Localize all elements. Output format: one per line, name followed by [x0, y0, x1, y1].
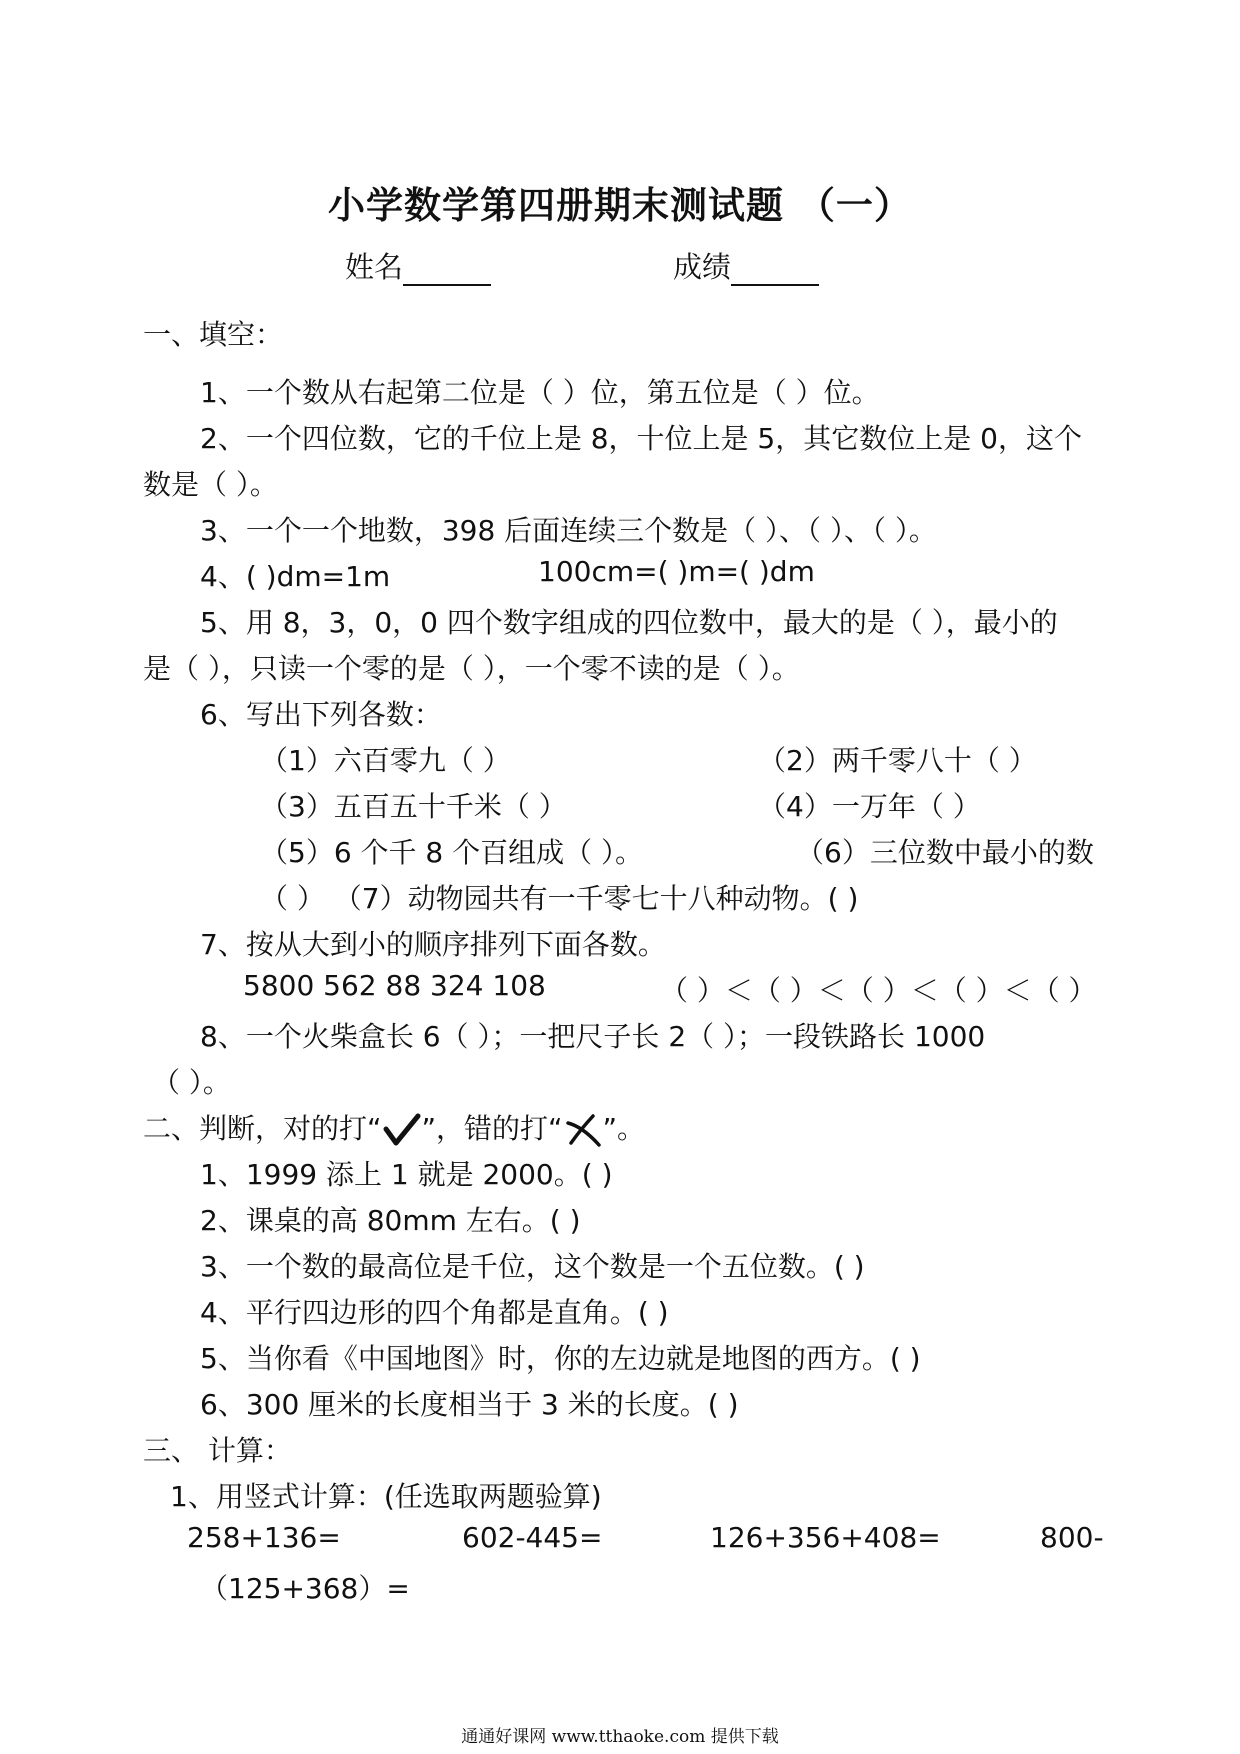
name-field	[345, 245, 491, 286]
q1-line-2a: 2、一个四位数，它的千位上是 8，十位上是 5，其它数位上是 0，这个	[200, 422, 1082, 455]
q1-line-8b: （ ）。	[152, 1066, 231, 1099]
q1-6-item-7: （ ） （7）动物园共有一千零七十八种动物。( )	[260, 882, 859, 915]
score-field	[673, 245, 819, 286]
calc-4-continued: （125+368）=	[200, 1572, 410, 1605]
calc-2: 602-445=	[462, 1521, 603, 1554]
section-2-heading-a: 二、判断，对的打“	[143, 1112, 382, 1145]
name-score-row	[345, 245, 925, 289]
score-label: 成绩	[673, 250, 732, 284]
q1-6-item-2: （2）两千零八十（ ）	[758, 744, 1037, 777]
q1-6-item-5: （5）6 个千 8 个百组成（ ）。	[260, 836, 644, 869]
q1-line-6: 6、写出下列各数：	[200, 698, 442, 731]
score-blank[interactable]	[731, 254, 819, 286]
q1-line-1: 1、一个数从右起第二位是（ ）位，第五位是（ ）位。	[200, 376, 880, 409]
q2-line-4: 4、平行四边形的四个角都是直角。( )	[200, 1296, 669, 1329]
cross-mark-icon	[563, 1113, 603, 1147]
q2-line-6: 6、300 厘米的长度相当于 3 米的长度。( )	[200, 1388, 739, 1421]
q1-line-4a: 4、( )dm=1m	[200, 560, 391, 593]
q1-line-5b: 是（ ），只读一个零的是（ ），一个零不读的是（ ）。	[143, 652, 800, 685]
q1-line-2b: 数是（ ）。	[143, 468, 278, 501]
section-3-heading: 三、 计算：	[143, 1434, 292, 1467]
q1-6-item-4: （4）一万年（ ）	[758, 790, 981, 823]
q1-7-numbers: 5800 562 88 324 108	[243, 969, 546, 1002]
footer-credit: 通通好课网 www.tthaoke.com 提供下载	[461, 1727, 779, 1747]
q1-6-item-1: （1）六百零九（ ）	[260, 744, 511, 777]
calc-1: 258+136=	[187, 1521, 341, 1554]
section-2-heading-c: ”。	[602, 1112, 646, 1145]
q1-line-3: 3、一个一个地数，398 后面连续三个数是（ ）、（ ）、（ ）。	[200, 514, 937, 547]
section-2-heading	[143, 1107, 645, 1147]
q3-line-1: 1、用竖式计算：(任选取两题验算)	[170, 1480, 602, 1513]
q2-line-5: 5、当你看《中国地图》时，你的左边就是地图的西方。( )	[200, 1342, 921, 1375]
q1-line-7: 7、按从大到小的顺序排列下面各数。	[200, 928, 666, 961]
q1-7-order: （ ）＜（ ）＜（ ）＜（ ）＜（ ）	[660, 974, 1097, 1007]
q1-6-item-6: （6）三位数中最小的数	[796, 836, 1094, 869]
q1-line-5a: 5、用 8，3，0，0 四个数字组成的四位数中，最大的是（ ），最小的	[200, 606, 1058, 639]
page-title: 小学数学第四册期末测试题 （一）	[328, 184, 912, 227]
q2-line-3: 3、一个数的最高位是千位，这个数是一个五位数。( )	[200, 1250, 865, 1283]
name-label: 姓名	[345, 250, 404, 284]
section-1-heading: 一、填空：	[143, 318, 284, 351]
q2-line-1: 1、1999 添上 1 就是 2000。( )	[200, 1158, 613, 1191]
name-blank[interactable]	[403, 254, 491, 286]
q2-line-2: 2、课桌的高 80mm 左右。( )	[200, 1204, 581, 1237]
q1-line-4b: 100cm=( )m=( )dm	[538, 555, 815, 588]
calc-3: 126+356+408=	[710, 1521, 941, 1554]
q1-line-8a: 8、一个火柴盒长 6（ ）；一把尺子长 2（ ）；一段铁路长 1000	[200, 1020, 986, 1053]
checkmark-icon	[382, 1113, 422, 1147]
q1-6-item-3: （3）五百五十千米（ ）	[260, 790, 567, 823]
calc-4: 800-	[1040, 1521, 1104, 1554]
section-2-heading-b: ”，错的打“	[421, 1112, 563, 1145]
